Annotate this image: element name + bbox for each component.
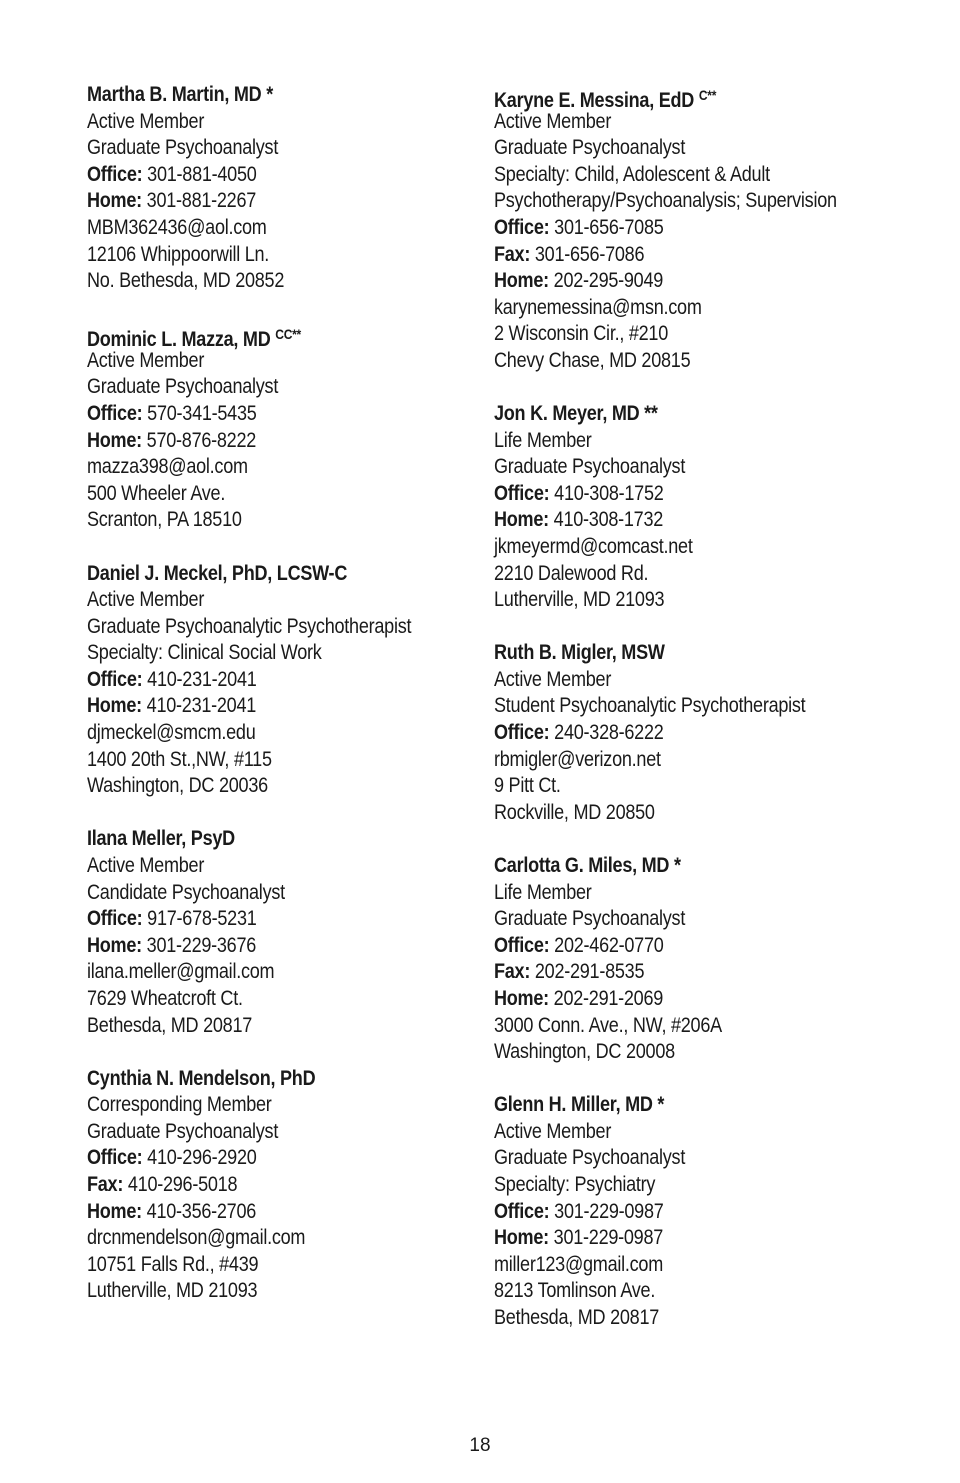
contact-office: [494, 1199, 872, 1226]
contact-home: [494, 268, 872, 295]
contact-home: [494, 1225, 872, 1252]
member-entry-glenn-h-miller-md: [494, 1092, 934, 1331]
member-detail-line: Specialty: Psychiatry: [494, 1172, 656, 1196]
member-name-text: Daniel J. Meckel, PhD, LCSW-C: [87, 561, 348, 585]
contact-value: 410-231-2041: [142, 667, 257, 691]
contact-label: Home:: [494, 508, 549, 532]
member-detail-line: Life Member: [494, 428, 592, 452]
membership-mark: *: [652, 1093, 665, 1117]
member-detail-line: 2 Wisconsin Cir., #210: [494, 322, 669, 346]
contact-value: 202-291-2069: [548, 986, 664, 1010]
contact-value: 301-229-3676: [141, 933, 257, 957]
member-detail-line: Candidate Psychoanalyst: [87, 880, 285, 904]
member-name: [87, 1066, 465, 1093]
member-name-text: Cynthia N. Mendelson, PhD: [87, 1066, 316, 1090]
contact-home: [87, 188, 465, 215]
member-name-text: Dominic L. Mazza, MD: [87, 328, 271, 352]
contact-label: Fax:: [494, 242, 531, 266]
contact-value: 202-291-8535: [530, 960, 645, 984]
contact-value: 410-308-1732: [548, 508, 664, 532]
member-detail-line: miller123@gmail.com: [494, 1252, 664, 1276]
member-detail-line: Active Member: [87, 109, 205, 133]
contact-value: 410-356-2706: [141, 1199, 257, 1223]
contact-value: 570-341-5435: [142, 402, 257, 426]
member-detail-line: karynemessina@msn.com: [494, 295, 702, 319]
contact-fax: [494, 242, 872, 269]
contact-label: Home:: [87, 694, 142, 718]
contact-value: 301-656-7085: [549, 215, 664, 239]
member-detail-line: Active Member: [494, 667, 612, 691]
contact-fax: [494, 959, 872, 986]
member-name: [87, 561, 465, 588]
member-detail-line: Specialty: Child, Adolescent & Adult: [494, 162, 770, 186]
membership-superscript: C**: [698, 87, 717, 103]
contact-home: [494, 507, 872, 534]
contact-label: Office:: [494, 933, 550, 957]
member-entry-ilana-meller-psyd: [87, 826, 527, 1039]
member-name: [87, 826, 465, 853]
member-detail-line: Active Member: [87, 348, 205, 372]
contact-label: Office:: [87, 907, 143, 931]
member-detail-line: Active Member: [87, 853, 205, 877]
page-number: 18: [469, 1435, 491, 1456]
member-detail-line: 3000 Conn. Ave., NW, #206A: [494, 1013, 722, 1037]
member-detail-line: Corresponding Member: [87, 1093, 272, 1117]
contact-home: [87, 1199, 465, 1226]
contact-label: Office:: [494, 1199, 550, 1223]
contact-office: [87, 162, 465, 189]
contact-label: Office:: [494, 215, 550, 239]
contact-label: Office:: [494, 721, 550, 745]
member-detail-line: Graduate Psychoanalyst: [494, 1146, 686, 1170]
member-detail-line: MBM362436@aol.com: [87, 215, 267, 239]
member-entry-cynthia-n-mendelson-phd: [87, 1066, 527, 1305]
membership-mark: *: [669, 853, 681, 877]
membership-mark: **: [639, 402, 658, 426]
contact-office: [87, 667, 465, 694]
member-entry-jon-k-meyer-md: [494, 401, 934, 614]
contact-value: 301-881-2267: [141, 189, 257, 213]
contact-home: [494, 986, 872, 1013]
member-entry-martha-b-martin-md: [87, 82, 527, 295]
member-detail-line: Graduate Psychoanalytic Psychotherapist: [87, 614, 412, 638]
member-detail-line: mazza398@aol.com: [87, 455, 248, 479]
member-detail-line: Graduate Psychoanalyst: [494, 455, 686, 479]
member-entry-carlotta-g-miles-md: [494, 853, 934, 1066]
member-entry-daniel-j-meckel-phd-lcsw-c: [87, 561, 527, 800]
member-entry-karyne-e-messina-edd: [494, 82, 934, 375]
member-name: [494, 640, 872, 667]
member-detail-line: Graduate Psychoanalyst: [494, 136, 686, 160]
contact-value: 202-462-0770: [549, 933, 664, 957]
contact-office: [494, 215, 872, 242]
contact-label: Fax:: [87, 1172, 124, 1196]
member-detail-line: Lutherville, MD 21093: [87, 1279, 258, 1303]
member-name: [87, 321, 465, 352]
member-name: [87, 82, 465, 109]
contact-label: Fax:: [494, 960, 531, 984]
contact-label: Home:: [494, 986, 549, 1010]
member-detail-line: Active Member: [494, 1119, 612, 1143]
member-name-text: Ilana Meller, PsyD: [87, 827, 235, 851]
member-detail-line: Graduate Psychoanalyst: [494, 907, 686, 931]
member-entry-dominic-l-mazza-md: [87, 321, 527, 534]
member-detail-line: Psychotherapy/Psychoanalysis; Supervision: [494, 189, 837, 213]
member-detail-line: 8213 Tomlinson Ave.: [494, 1279, 656, 1303]
member-detail-line: 2210 Dalewood Rd.: [494, 561, 649, 585]
contact-label: Home:: [87, 428, 142, 452]
contact-label: Home:: [87, 189, 142, 213]
member-name: [494, 853, 872, 880]
member-detail-line: Life Member: [494, 880, 592, 904]
contact-office: [87, 1145, 465, 1172]
member-detail-line: Bethesda, MD 20817: [494, 1305, 660, 1329]
contact-office: [87, 401, 465, 428]
member-name-text: Martha B. Martin, MD: [87, 83, 262, 106]
contact-value: 301-656-7086: [530, 242, 645, 266]
member-detail-line: Graduate Psychoanalyst: [87, 136, 279, 160]
member-detail-line: Graduate Psychoanalyst: [87, 1119, 279, 1143]
contact-office: [87, 906, 465, 933]
contact-label: Office:: [87, 1146, 143, 1170]
right-column: [494, 82, 934, 1358]
member-detail-line: Washington, DC 20036: [87, 774, 268, 798]
member-entry-ruth-b-migler-msw: [494, 640, 934, 826]
member-detail-line: 500 Wheeler Ave.: [87, 481, 226, 505]
member-detail-line: 9 Pitt Ct.: [494, 774, 561, 798]
member-name-text: Carlotta G. Miles, MD: [494, 853, 670, 877]
member-detail-line: jkmeyermd@comcast.net: [494, 535, 693, 558]
contact-office: [494, 481, 872, 508]
member-detail-line: 7629 Wheatcroft Ct.: [87, 986, 243, 1010]
member-detail-line: 10751 Falls Rd., #439: [87, 1252, 259, 1276]
contact-label: Office:: [87, 667, 143, 691]
member-detail-line: 12106 Whippoorwill Ln.: [87, 242, 270, 266]
contact-office: [494, 933, 872, 960]
contact-value: 410-231-2041: [141, 694, 257, 718]
member-detail-line: Graduate Psychoanalyst: [87, 375, 279, 399]
member-detail-line: No. Bethesda, MD 20852: [87, 269, 285, 293]
member-name-text: Glenn H. Miller, MD: [494, 1093, 653, 1117]
member-detail-line: Active Member: [494, 109, 612, 133]
member-name: [494, 82, 872, 112]
member-detail-line: Rockville, MD 20850: [494, 800, 655, 824]
contact-fax: [87, 1172, 465, 1199]
member-name-text: Jon K. Meyer, MD: [494, 402, 640, 426]
member-name: [494, 401, 872, 428]
membership-superscript: CC**: [275, 326, 301, 343]
contact-home: [87, 933, 465, 960]
member-name-text: Ruth B. Migler, MSW: [494, 641, 665, 665]
member-detail-line: Scranton, PA 18510: [87, 508, 242, 532]
contact-home: [87, 428, 465, 455]
member-detail-line: Bethesda, MD 20817: [87, 1013, 253, 1037]
contact-value: 410-296-5018: [123, 1172, 238, 1196]
contact-office: [494, 720, 872, 747]
member-name-text: Karyne E. Messina, EdD: [494, 89, 695, 112]
contact-label: Home:: [87, 933, 142, 957]
member-name: [494, 1092, 872, 1119]
contact-label: Home:: [494, 269, 549, 293]
member-detail-line: Specialty: Clinical Social Work: [87, 641, 322, 665]
member-detail-line: ilana.meller@gmail.com: [87, 960, 275, 984]
membership-mark: *: [261, 83, 273, 106]
contact-value: 410-296-2920: [142, 1146, 257, 1170]
contact-label: Office:: [87, 162, 143, 186]
contact-home: [87, 693, 465, 720]
member-detail-line: Washington, DC 20008: [494, 1040, 675, 1064]
contact-label: Home:: [87, 1199, 142, 1223]
member-detail-line: drcnmendelson@gmail.com: [87, 1226, 306, 1250]
member-detail-line: Student Psychoanalytic Psychotherapist: [494, 694, 806, 718]
contact-value: 410-308-1752: [549, 481, 664, 505]
contact-value: 917-678-5231: [142, 907, 257, 931]
member-detail-line: Chevy Chase, MD 20815: [494, 348, 691, 372]
contact-value: 301-881-4050: [142, 162, 257, 186]
contact-value: 202-295-9049: [548, 269, 664, 293]
contact-label: Home:: [494, 1226, 549, 1250]
contact-value: 570-876-8222: [141, 428, 257, 452]
left-column: [87, 82, 527, 1331]
contact-label: Office:: [494, 481, 550, 505]
member-detail-line: 1400 20th St.,NW, #115: [87, 747, 272, 771]
member-detail-line: Active Member: [87, 588, 205, 612]
member-detail-line: rbmigler@verizon.net: [494, 747, 661, 771]
contact-label: Office:: [87, 402, 143, 426]
member-detail-line: Lutherville, MD 21093: [494, 588, 665, 612]
contact-value: 301-229-0987: [548, 1226, 664, 1250]
contact-value: 240-328-6222: [549, 721, 664, 745]
contact-value: 301-229-0987: [549, 1199, 664, 1223]
member-detail-line: djmeckel@smcm.edu: [87, 721, 256, 745]
